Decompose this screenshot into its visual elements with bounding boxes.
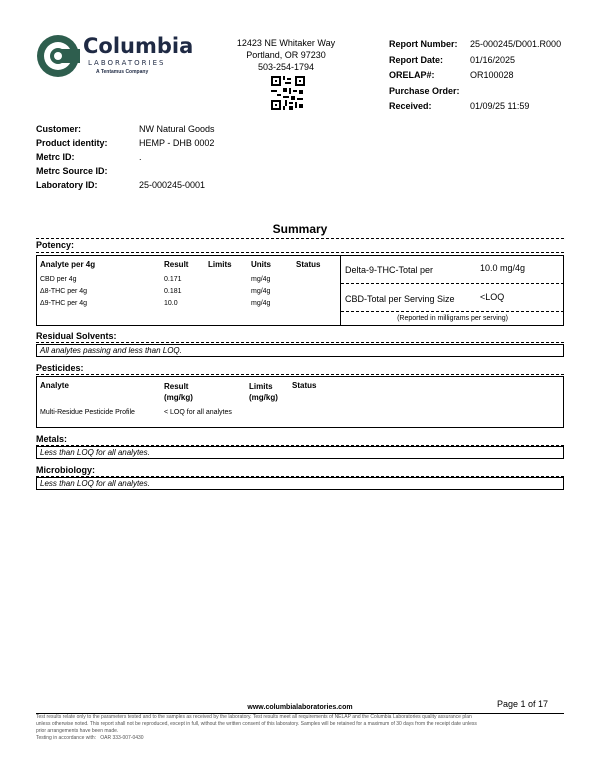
testing-accordance: Testing in accordance with: [36,735,97,741]
product-identity-label: Product identity: [36,138,108,148]
cbd-total-value: <LOQ [480,292,505,302]
received-label: Received: [389,101,432,111]
potency-row-result: 10.0 [164,300,178,307]
potency-header-limits: Limits [208,260,232,269]
potency-header-result: Result [164,260,189,269]
metrc-id: . [139,152,142,162]
potency-row-result: 0.181 [164,288,182,295]
purchase-order [470,84,561,100]
qr-code-icon [271,76,305,110]
report-number-label: Report Number: [389,39,458,49]
pesticides-header-analyte: Analyte [40,381,69,390]
metrc-source-id-label: Metrc Source ID: [36,166,108,176]
lab-name: Columbia [83,34,194,58]
potency-title: Potency: [36,240,75,250]
microbiology-result: Less than LOQ for all analytes. [40,479,150,488]
orelap-number: OR100028 [470,70,514,80]
lab-tagline: A Tentamus Company [96,69,149,75]
report-date-label: Report Date: [389,54,444,65]
microbiology-title: Microbiology: [36,465,95,475]
cbd-total-label: CBD-Total per Serving Size [345,294,455,304]
pesticides-row-analyte: Multi-Residue Pesticide Profile [40,409,135,416]
lab-address-line2: Portland, OR 97230 [246,50,326,60]
pesticides-header-limits-unit: (mg/kg) [249,393,278,402]
potency-row-units: mg/4g [251,276,271,283]
pesticides-header-limits: Limits [249,382,273,391]
potency-row-units: mg/4g [251,300,271,307]
summary-title: Summary [272,222,328,236]
pesticides-row-result: < LOQ for all analytes [164,409,232,416]
lab-phone: 503-254-1794 [257,62,315,72]
columbia-logo-icon [36,34,80,78]
potency-row-analyte: Δ9-THC per 4g [40,300,88,307]
report-date: 01/16/2025 [470,54,516,65]
product-identity: HEMP - DHB 0002 [139,138,215,148]
potency-row-analyte: Δ8-THC per 4g [40,288,88,295]
thc-total-label: Delta-9-THC-Total per [345,265,434,275]
metrc-source-id [139,164,215,178]
potency-header-analyte: Analyte per 4g [40,260,96,269]
purchase-order-label: Purchase Order: [389,85,460,96]
customer-label: Customer: [36,124,82,134]
serving-note: (Reported in milligrams per serving) [397,315,508,322]
laboratory-id: 25-000245-0001 [139,180,206,190]
potency-header-status: Status [296,260,321,269]
potency-header-units: Units [251,260,271,269]
pesticides-title: Pesticides: [36,363,84,373]
report-number: 25-000245/D001.R000 [470,39,562,49]
disclaimer-line: prior arrangements have been made. [36,728,119,734]
lab-sub: LABORATORIES [88,59,166,67]
residual-solvents-result: All analytes passing and less than LOQ. [40,346,182,355]
pesticides-header-status: Status [292,381,317,390]
oar-reference: OAR 333-007-0430 [100,735,144,741]
disclaimer-line: Test results relate only to the parameters tested and to the samples as received by the laboratory. Test results meet all requirements of NELAP and the Columbia Laboratories quality assurance plan [36,714,472,720]
website-link[interactable]: www.columbialaboratories.com [247,704,353,711]
pesticides-header-result: Result [164,382,189,391]
page-number: Page 1 of 17 [497,699,549,709]
metals-title: Metals: [36,434,68,444]
orelap-label: ORELAP#: [389,70,435,80]
pesticides-header-result-unit: (mg/kg) [164,393,193,402]
laboratory-id-label: Laboratory ID: [36,180,98,190]
lab-address-line1: 12423 NE Whitaker Way [236,38,336,48]
potency-row-result: 0.171 [164,276,182,283]
received-date: 01/09/25 11:59 [470,101,530,111]
residual-solvents-title: Residual Solvents: [36,331,117,341]
metrc-id-label: Metrc ID: [36,152,75,162]
metals-result: Less than LOQ for all analytes. [40,448,150,457]
customer-name: NW Natural Goods [139,124,215,134]
lab-logo [36,34,194,78]
potency-row-units: mg/4g [251,288,271,295]
disclaimer-line: unless otherwise noted. This report shall not be reproduced, except in full, without the written consent of this laboratory. Samples will be retained for a maximum of 30 days from the receipt date unless [36,721,477,727]
potency-row-analyte: CBD per 4g [40,276,77,283]
thc-total-value: 10.0 mg/4g [480,263,526,273]
